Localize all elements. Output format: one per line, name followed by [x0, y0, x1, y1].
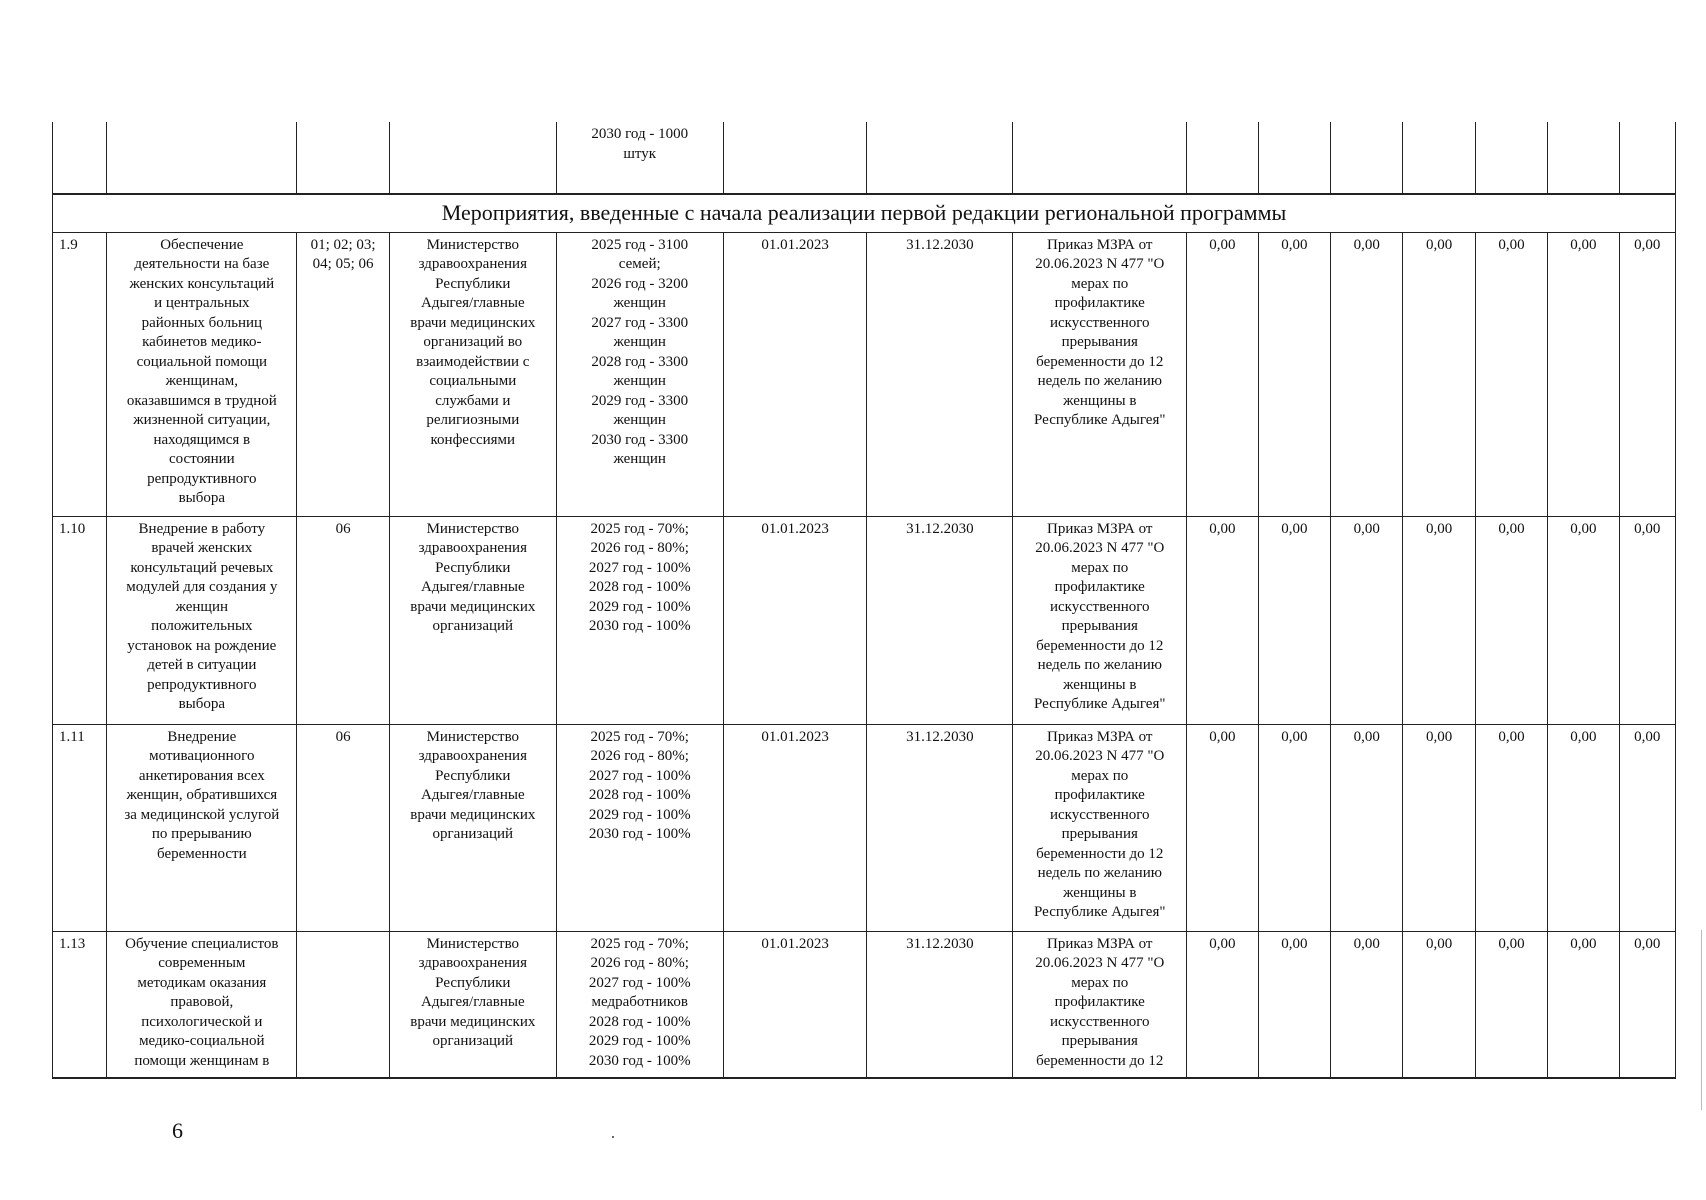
cell-amount: 0,00: [1258, 516, 1330, 724]
cell-indicator: 2025 год - 70%; 2026 год - 80%; 2027 год - 100% медработников 2028 год - 100% 2029 год - 100% 2030 год - 100%: [556, 931, 723, 1078]
cell-amount: 0,00: [1187, 232, 1258, 516]
cell-amount: 0,00: [1258, 724, 1330, 931]
table-row: [53, 232, 1676, 516]
cell-amount: 0,00: [1619, 724, 1675, 931]
scan-artifact: [612, 1136, 614, 1138]
cell-amount: 0,00: [1258, 931, 1330, 1078]
cell-num: 1.11: [53, 724, 107, 931]
cell-num: 1.9: [53, 232, 107, 516]
cell-end: 31.12.2030: [867, 724, 1013, 931]
cell-codes: [297, 122, 390, 194]
cell-executor: [389, 122, 556, 194]
cell-amount: 0,00: [1619, 232, 1675, 516]
cell-executor: Министерство здравоохранения Республики Адыгея/главные врачи медицинских организаций: [389, 931, 556, 1078]
cell-amount: [1475, 122, 1547, 194]
cell-amount: 0,00: [1403, 931, 1475, 1078]
cell-amount: [1258, 122, 1330, 194]
cell-num: [53, 122, 107, 194]
cell-amount: 0,00: [1331, 931, 1403, 1078]
section-title: Мероприятия, введенные с начала реализации первой редакции региональной программы: [53, 194, 1676, 232]
cell-amount: 0,00: [1187, 724, 1258, 931]
cell-codes: 06: [297, 516, 390, 724]
cell-document: Приказ МЗРА от 20.06.2023 N 477 "О мерах по профилактике искусственного прерывания беременности до 12 недель по желанию женщины в Республике Адыгея": [1013, 516, 1187, 724]
cell-name: Обучение специалистов современным методикам оказания правовой, психологической и медико-социальной помощи женщинам в: [107, 931, 297, 1078]
cell-start: 01.01.2023: [723, 516, 867, 724]
cell-amount: 0,00: [1331, 232, 1403, 516]
cell-end: 31.12.2030: [867, 232, 1013, 516]
cell-start: 01.01.2023: [723, 931, 867, 1078]
measures-table: [52, 122, 1676, 1079]
cell-indicator: 2025 год - 3100 семей; 2026 год - 3200 женщин 2027 год - 3300 женщин 2028 год - 3300 женщин 2029 год - 3300 женщин 2030 год - 3300 женщин: [556, 232, 723, 516]
cell-num: 1.10: [53, 516, 107, 724]
cell-amount: 0,00: [1475, 724, 1547, 931]
cell-amount: 0,00: [1331, 724, 1403, 931]
cell-start: 01.01.2023: [723, 232, 867, 516]
cell-name: Внедрение в работу врачей женских консультаций речевых модулей для создания у женщин положительных установок на рождение детей в ситуации репродуктивного выбора: [107, 516, 297, 724]
cell-document: Приказ МЗРА от 20.06.2023 N 477 "О мерах по профилактике искусственного прерывания беременности до 12 недель по желанию женщины в Республике Адыгея": [1013, 724, 1187, 931]
table-row: [53, 931, 1676, 1078]
cell-amount: 0,00: [1403, 516, 1475, 724]
cell-amount: 0,00: [1187, 931, 1258, 1078]
cell-num: 1.13: [53, 931, 107, 1078]
cell-amount: 0,00: [1548, 724, 1619, 931]
cell-start: 01.01.2023: [723, 724, 867, 931]
cell-name: [107, 122, 297, 194]
cell-amount: 0,00: [1548, 516, 1619, 724]
cell-amount: 0,00: [1187, 516, 1258, 724]
cell-amount: [1619, 122, 1675, 194]
cell-amount: 0,00: [1403, 724, 1475, 931]
cell-amount: 0,00: [1475, 516, 1547, 724]
cell-amount: 0,00: [1619, 516, 1675, 724]
cell-indicator: 2030 год - 1000 штук: [556, 122, 723, 194]
cell-amount: 0,00: [1475, 232, 1547, 516]
cell-executor: Министерство здравоохранения Республики Адыгея/главные врачи медицинских организаций: [389, 724, 556, 931]
cell-name: Обеспечение деятельности на базе женских консультаций и центральных районных больниц кабинетов медико- социальной помощи женщинам, оказавшимся в трудной жизненной ситуации, находящимся в состоянии репродуктивного выбора: [107, 232, 297, 516]
cell-amount: [1187, 122, 1258, 194]
cell-indicator: 2025 год - 70%; 2026 год - 80%; 2027 год - 100% 2028 год - 100% 2029 год - 100% 2030 год - 100%: [556, 724, 723, 931]
cell-amount: 0,00: [1619, 931, 1675, 1078]
section-header-row: [53, 194, 1676, 232]
table-row: [53, 724, 1676, 931]
cell-codes: [297, 931, 390, 1078]
cell-amount: [1403, 122, 1475, 194]
cell-codes: 06: [297, 724, 390, 931]
cell-amount: 0,00: [1548, 931, 1619, 1078]
cell-document: Приказ МЗРА от 20.06.2023 N 477 "О мерах по профилактике искусственного прерывания беременности до 12: [1013, 931, 1187, 1078]
cell-end: [867, 122, 1013, 194]
cell-indicator: 2025 год - 70%; 2026 год - 80%; 2027 год - 100% 2028 год - 100% 2029 год - 100% 2030 год - 100%: [556, 516, 723, 724]
cell-amount: 0,00: [1475, 931, 1547, 1078]
table-row-continued: [53, 122, 1676, 194]
cell-start: [723, 122, 867, 194]
page-number: 6: [172, 1118, 183, 1143]
cell-amount: [1548, 122, 1619, 194]
scan-edge-mark: [1701, 930, 1702, 1110]
cell-executor: Министерство здравоохранения Республики Адыгея/главные врачи медицинских организаций: [389, 516, 556, 724]
cell-amount: 0,00: [1331, 516, 1403, 724]
cell-codes: 01; 02; 03; 04; 05; 06: [297, 232, 390, 516]
cell-executor: Министерство здравоохранения Республики Адыгея/главные врачи медицинских организаций во взаимодействии с социальными службами и религиозными конфессиями: [389, 232, 556, 516]
cell-amount: 0,00: [1403, 232, 1475, 516]
cell-end: 31.12.2030: [867, 931, 1013, 1078]
cell-amount: 0,00: [1258, 232, 1330, 516]
cell-document: Приказ МЗРА от 20.06.2023 N 477 "О мерах по профилактике искусственного прерывания беременности до 12 недель по желанию женщины в Республике Адыгея": [1013, 232, 1187, 516]
cell-document: [1013, 122, 1187, 194]
cell-amount: [1331, 122, 1403, 194]
cell-amount: 0,00: [1548, 232, 1619, 516]
cell-end: 31.12.2030: [867, 516, 1013, 724]
table-row: [53, 516, 1676, 724]
cell-name: Внедрение мотивационного анкетирования всех женщин, обратившихся за медицинской услугой по прерыванию беременности: [107, 724, 297, 931]
